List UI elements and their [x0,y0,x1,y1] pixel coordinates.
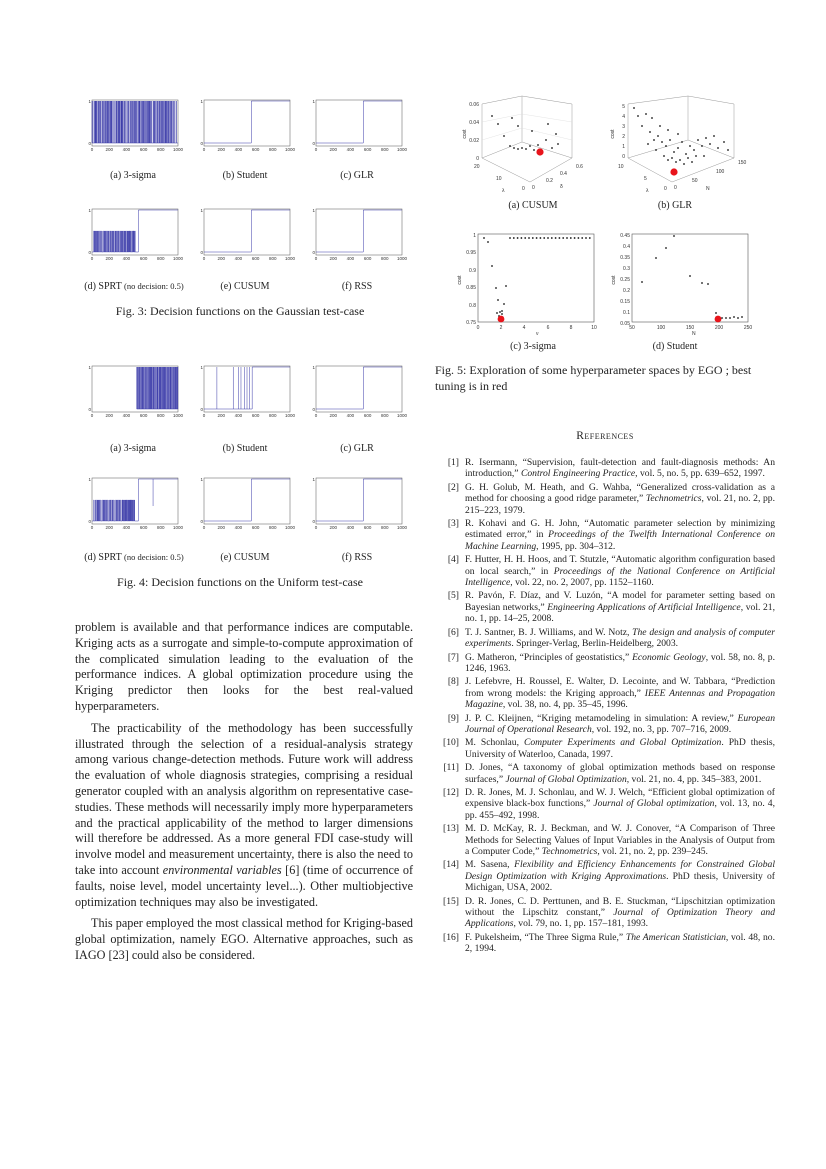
reference-text: J. Lefebvre, H. Roussel, E. Walter, D. Lecointe, and W. Tabbara, “Prediction from wrong models: the Kriging approach,” IEEE Antennas and Propagation Magazine, vol. 38, no. 4, pp. 35–45, 1996. [465,676,776,711]
fig4-sublabel-f: (f) RSS [341,552,373,563]
svg-text:4: 4 [522,325,526,331]
fig3-plot-sprt [88,205,184,263]
svg-text:0: 0 [88,519,91,524]
paragraph-3: This paper employed the most classical method for Kriging-based global optimization, namely EGO. Alternative approaches, such as IAGO [23] could also be considered. [75,916,413,962]
svg-text:5: 5 [622,104,625,110]
fig3-sublabel-a: (a) 3-sigma [110,170,156,181]
reference-text: R. Kohavi and G. H. John, “Automatic parameter selection by minimizing estimated error,” in Proceedings of the Twelfth International Conference on Machine Learning, 1995, pp. 304–312. [465,518,775,552]
fig5-sublabel-a: (a) CUSUM [508,200,558,211]
svg-text:0: 0 [476,156,479,162]
svg-text:600: 600 [363,256,372,261]
fig4-sublabel-b: (b) Student [222,443,268,454]
best-point [536,148,543,155]
svg-text:600: 600 [251,525,260,530]
svg-text:1: 1 [200,99,203,104]
svg-text:0.95: 0.95 [466,250,476,256]
fig3-sublabel-c: (c) GLR [340,170,374,181]
svg-text:400: 400 [122,413,131,418]
svg-text:cost: cost [611,275,617,285]
svg-text:200: 200 [329,147,337,152]
svg-text:1: 1 [200,477,203,482]
svg-text:800: 800 [269,525,277,530]
svg-text:200: 200 [105,525,113,530]
reference-number: [9] [447,712,459,724]
reference-text: G. Matheron, “Principles of geostatistics,” Economic Geology, vol. 58, no. 8, p. 1246, 1963. [465,651,775,674]
reference-item [437,762,775,785]
reference-item [437,627,775,650]
svg-text:5: 5 [644,176,647,182]
reference-text: T. J. Santner, B. J. Williams, and W. Notz, The design and analysis of computer experiments. Springer-Verlag, Berlin-Heidelberg, 2003. [465,626,775,650]
svg-text:0: 0 [522,186,525,192]
svg-text:cost: cost [610,129,616,139]
fig3-caption: Fig. 3: Decision functions on the Gaussian test-case [115,304,365,318]
reference-number: [4] [447,554,459,566]
svg-text:400: 400 [234,256,243,261]
reference-number: [11] [443,762,459,774]
svg-text:10: 10 [496,176,502,182]
svg-text:1000: 1000 [284,525,296,530]
svg-text:1: 1 [88,208,91,213]
conclusion-text [75,620,413,964]
fig5-sublabel-c: (c) 3-sigma [510,341,556,352]
svg-text:50: 50 [692,178,698,184]
svg-text:600: 600 [251,147,260,152]
svg-text:0: 0 [314,413,318,418]
reference-text: R. Isermann, “Supervision, fault-detection and fault-diagnosis methods: An introduction,” Control Engineering Practice, vol. 5, no. 5, pp. 639–652, 1997. [465,457,775,480]
svg-text:1: 1 [312,99,315,104]
svg-text:N: N [706,186,710,192]
fig3-plot-student [200,96,296,154]
reference-number: [5] [447,590,459,602]
fig4-sublabel-a: (a) 3-sigma [110,443,156,454]
reference-text: J. P. C. Kleijnen, “Kriging metamodeling in simulation: A review,” European Journal of Operational Research, vol. 192, no. 3, pp. 707–716, 2009. [465,712,775,735]
fig3-plot-cusum [200,205,296,263]
svg-text:200: 200 [105,147,113,152]
svg-text:0.8: 0.8 [469,303,476,309]
reference-number: [2] [447,481,459,493]
svg-text:0: 0 [88,141,91,146]
reference-item [437,590,775,624]
reference-number: [3] [447,518,459,530]
reference-text: M. D. McKay, R. J. Beckman, and W. J. Conover, “A Comparison of Three Methods for Selecting Values of Input Variables in the Analysis of Output from a Computer Code,” Technometrics, vol. 21, no. 2, pp. 239–245. [465,823,775,857]
fig4-plot-cusum [200,474,296,532]
svg-text:400: 400 [346,256,355,261]
reference-item [437,787,775,821]
svg-text:0: 0 [314,256,318,261]
reference-number: [13] [443,823,459,835]
references-heading: References [576,430,634,442]
fig5-plot-student [608,230,758,336]
reference-text: D. R. Jones, M. J. Schonlau, and W. J. Welch, “Efficient global optimization of expensive black-box functions,” Journal of Global optimization, vol. 13, no. 4, pp. 455–492, 1998. [465,786,775,821]
svg-text:1000: 1000 [172,525,184,530]
svg-text:0: 0 [312,407,315,412]
svg-text:1: 1 [200,208,203,213]
svg-text:0: 0 [200,141,203,146]
svg-text:600: 600 [139,413,148,418]
fig5-plot-glr [608,96,758,196]
svg-text:8: 8 [569,325,573,331]
fig4-sublabel-e: (e) CUSUM [220,552,270,563]
svg-text:0: 0 [314,147,318,152]
reference-item [437,896,775,930]
svg-text:1000: 1000 [284,256,296,261]
svg-text:0.2: 0.2 [546,178,553,184]
svg-text:250: 250 [743,325,753,331]
fig4-plot-student [200,362,296,420]
svg-text:0: 0 [314,525,318,530]
svg-text:2: 2 [622,134,625,140]
svg-text:200: 200 [329,256,337,261]
svg-text:0.15: 0.15 [620,299,630,305]
svg-text:400: 400 [122,256,131,261]
svg-text:0.05: 0.05 [620,321,630,327]
svg-text:600: 600 [363,413,372,418]
svg-text:1: 1 [88,99,91,104]
svg-text:0: 0 [622,154,625,160]
reference-item [437,457,775,480]
svg-text:0.1: 0.1 [623,310,630,316]
fig3-plot-3sigma [88,96,184,154]
svg-text:800: 800 [381,256,389,261]
svg-text:600: 600 [139,525,148,530]
svg-text:200: 200 [217,413,225,418]
fig4-sublabel-d: (d) SPRT (no decision: 0.5) [84,552,184,563]
svg-text:4: 4 [622,114,625,120]
reference-list [437,457,775,957]
svg-text:0: 0 [202,525,206,530]
svg-text:0: 0 [202,413,206,418]
svg-text:0.02: 0.02 [469,138,479,144]
reference-number: [15] [443,895,459,907]
svg-text:0: 0 [90,147,94,152]
svg-text:800: 800 [269,256,277,261]
svg-text:cost: cost [462,129,468,139]
reference-item [437,713,775,736]
svg-text:800: 800 [157,256,165,261]
svg-text:600: 600 [363,525,372,530]
svg-text:1000: 1000 [396,525,408,530]
fig3-sublabel-b: (b) Student [222,170,268,181]
svg-text:0: 0 [312,250,315,255]
svg-text:150: 150 [685,325,695,331]
svg-text:0: 0 [200,250,203,255]
svg-text:1000: 1000 [396,147,408,152]
svg-text:0: 0 [90,525,94,530]
svg-text:0: 0 [312,519,315,524]
svg-text:600: 600 [139,147,148,152]
svg-text:400: 400 [346,525,355,530]
paragraph-2: The practicability of the methodology has been successfully illustrated through the selection of a residual-analysis strategy among various change-detection methods. Future work will address the evaluation of whole diagnosis strategies, comprising a residual generator coupled with an analysis algorithm on representative case-studies. These methods will necessarily imply more hyperparameters and the practical applicability of the method to larger dimensions will therefore be addressed. As a more general FDI case-study will involve model and measurement uncertainty, there is also the need to take into account environmental variables [6] (time of occurrence of faults, noise level, model uncertainty level...). Other multiobjective optimization techniques may also be investigated. [75,720,413,909]
svg-text:3: 3 [622,124,625,130]
svg-text:0.4: 0.4 [623,244,630,250]
svg-text:0: 0 [664,186,667,192]
reference-item [437,518,775,552]
svg-text:400: 400 [346,413,355,418]
svg-text:0: 0 [90,413,94,418]
fig4-sublabel-c: (c) GLR [340,443,374,454]
svg-text:400: 400 [122,147,131,152]
fig3-plot-glr [312,96,408,154]
svg-text:0.45: 0.45 [620,233,630,239]
fig4-plot-sprt [88,474,184,532]
svg-text:200: 200 [105,256,113,261]
svg-text:1: 1 [312,365,315,370]
reference-number: [6] [447,626,459,638]
svg-text:0.9: 0.9 [469,268,476,274]
svg-text:2: 2 [499,325,503,331]
fig5-sublabel-b: (b) GLR [657,200,693,211]
svg-text:400: 400 [346,147,355,152]
zlabel-tick: 0.06 [469,102,479,108]
svg-text:1: 1 [312,477,315,482]
svg-text:600: 600 [251,413,260,418]
svg-text:0: 0 [312,141,315,146]
svg-text:200: 200 [714,325,724,331]
svg-text:200: 200 [217,147,225,152]
svg-text:150: 150 [738,160,747,166]
fig4-plot-rss [312,474,408,532]
svg-text:0: 0 [200,519,203,524]
svg-text:0: 0 [532,185,535,191]
fig4-plot-3sigma [88,362,184,420]
svg-text:cost: cost [457,275,463,285]
fig3-sublabel-d: (d) SPRT (no decision: 0.5) [84,281,184,292]
svg-text:50: 50 [629,325,635,331]
fig5-sublabel-d: (d) Student [652,341,698,352]
svg-text:1000: 1000 [396,256,408,261]
svg-text:1000: 1000 [284,147,296,152]
svg-text:800: 800 [157,147,165,152]
svg-text:0: 0 [90,256,94,261]
best-point [715,316,722,323]
svg-text:10: 10 [591,325,597,331]
reference-item [437,652,775,675]
reference-item [437,823,775,857]
svg-text:400: 400 [122,525,131,530]
reference-text: R. Pavón, F. Díaz, and V. Luzón, “A model for parameter setting based on Bayesian networks,” Engineering Applications of Artificial Intelligence, vol. 21, no. 1, pp. 14–25, 2008. [465,590,775,625]
svg-text:1000: 1000 [172,256,184,261]
svg-text:0.35: 0.35 [620,255,630,261]
svg-text:0.25: 0.25 [620,277,630,283]
svg-text:0.6: 0.6 [576,164,583,170]
best-point [498,316,505,323]
svg-text:800: 800 [381,147,389,152]
svg-text:100: 100 [656,325,666,331]
svg-text:1: 1 [473,233,476,239]
reference-item [437,859,775,893]
reference-item [437,737,775,760]
reference-number: [7] [447,651,459,663]
fig4-caption: Fig. 4: Decision functions on the Uniform test-case [117,575,363,589]
svg-text:600: 600 [139,256,148,261]
svg-text:ν: ν [536,331,539,337]
svg-text:0.04: 0.04 [469,120,479,126]
svg-text:1000: 1000 [172,147,184,152]
svg-text:100: 100 [716,169,725,175]
svg-text:600: 600 [363,147,372,152]
svg-text:λ: λ [646,188,649,194]
svg-text:400: 400 [234,525,243,530]
svg-text:1: 1 [88,365,91,370]
svg-text:1000: 1000 [284,413,296,418]
svg-text:1: 1 [622,144,625,150]
svg-text:10: 10 [618,164,624,170]
fig5-caption: Fig. 5: Exploration of some hyperparameter spaces by EGO ; best tuning is in red [435,363,752,393]
svg-text:200: 200 [329,413,337,418]
svg-text:0: 0 [88,407,91,412]
fig3-sublabel-f: (f) RSS [341,281,373,292]
svg-text:0: 0 [674,185,677,191]
svg-text:200: 200 [329,525,337,530]
svg-text:1000: 1000 [396,413,408,418]
reference-number: [8] [447,676,459,688]
reference-item [437,554,775,588]
reference-number: [1] [447,457,459,468]
reference-text: F. Hutter, H. H. Hoos, and T. Stutzle, “Automatic algorithm configuration based on local search,” in Proceedings of the National Conference on Artificial Intelligence, vol. 22, no. 2, 2007, pp. 1152–1160. [465,554,775,589]
reference-number: [12] [443,786,459,798]
svg-text:0.3: 0.3 [623,266,630,272]
reference-text: G. H. Golub, M. Heath, and G. Wahba, “Generalized cross-validation as a method for choosing a good ridge parameter,” Technometrics, vol. 21, no. 2, pp. 215–223, 1979. [465,481,775,516]
svg-text:1000: 1000 [172,413,184,418]
svg-text:800: 800 [269,147,277,152]
svg-text:1: 1 [200,365,203,370]
svg-text:0: 0 [202,147,206,152]
fig5-plot-3sigma [452,230,602,336]
svg-text:200: 200 [217,256,225,261]
svg-text:0: 0 [202,256,206,261]
svg-text:1: 1 [88,477,91,482]
svg-text:400: 400 [234,147,243,152]
fig4-plot-glr [312,362,408,420]
svg-text:800: 800 [269,413,277,418]
svg-text:N: N [692,331,696,337]
reference-number: [14] [443,859,459,871]
svg-text:200: 200 [105,413,113,418]
fig3-sublabel-e: (e) CUSUM [220,281,270,292]
reference-number: [10] [443,737,459,749]
svg-text:δ: δ [560,184,563,190]
svg-text:λ: λ [502,188,505,194]
svg-text:800: 800 [157,525,165,530]
paragraph-1: problem is available and that performance indices are computable. Kriging acts as a surrogate and simple-to-compute approximation of the complicated simulation leading to the evaluation of the performance indices. A global optimization procedure using the Kriging predictor then looks for the best real-valued hyperparameters. [75,620,413,713]
svg-text:0: 0 [88,250,91,255]
svg-text:800: 800 [157,413,165,418]
svg-text:0.4: 0.4 [560,171,567,177]
svg-text:800: 800 [381,525,389,530]
svg-text:800: 800 [381,413,389,418]
svg-text:0.75: 0.75 [466,320,476,326]
svg-text:0: 0 [476,325,480,331]
best-point [670,168,677,175]
svg-text:0: 0 [200,407,203,412]
reference-text: M. Sasena, Flexibility and Efficiency Enhancements for Constrained Global Design Optimization with Kriging Approximations. PhD thesis, University of Michigan, USA, 2002. [465,859,775,894]
svg-text:6: 6 [546,325,550,331]
reference-text: F. Pukelsheim, “The Three Sigma Rule,” The American Statistician, vol. 48, no. 2, 1994. [465,931,775,955]
svg-text:1: 1 [312,208,315,213]
reference-text: D. R. Jones, C. D. Perttunen, and B. E. Stuckman, “Lipschitzian optimization without the Lipschitz constant,” Journal of Optimization Theory and Applications, vol. 79, no. 1, pp. 157–181, 1993. [465,895,775,930]
svg-text:0.85: 0.85 [466,285,476,291]
reference-text: D. Jones, “A taxonomy of global optimization methods based on response surfaces,” Journal of Global Optimization, vol. 21, no. 4, pp. 345–383, 2001. [465,762,775,785]
svg-text:600: 600 [251,256,260,261]
svg-text:200: 200 [217,525,225,530]
reference-text: M. Schonlau, Computer Experiments and Global Optimization. PhD thesis, University of Waterloo, Canada, 1997. [465,737,775,760]
reference-item [437,482,775,516]
svg-text:400: 400 [234,413,243,418]
svg-text:0.2: 0.2 [623,288,630,294]
reference-item [437,932,775,955]
svg-text:20: 20 [474,164,480,170]
fig3-plot-rss [312,205,408,263]
reference-item [437,676,775,710]
fig5-plot-cusum [452,96,592,196]
reference-number: [16] [443,931,459,943]
